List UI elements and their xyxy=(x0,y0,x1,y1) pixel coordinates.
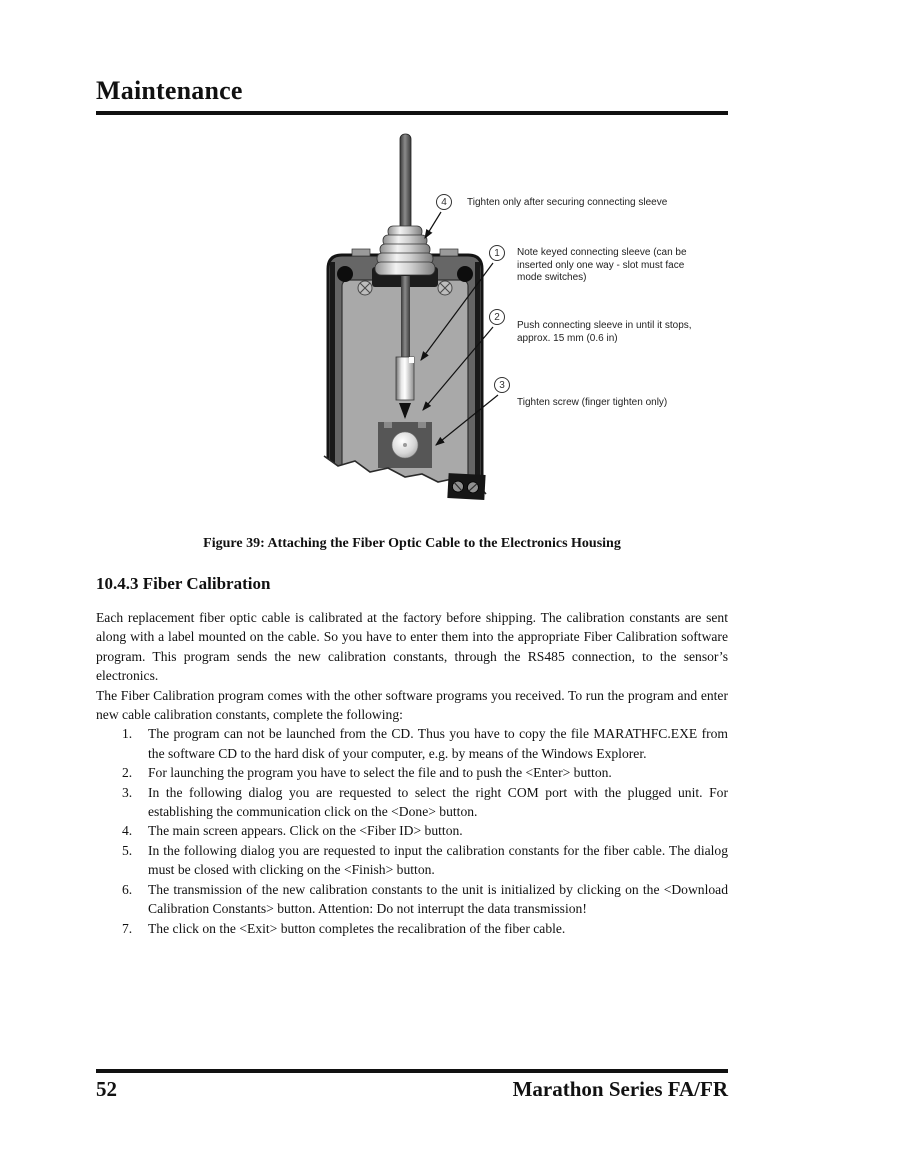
paragraph-calibration-intro: Each replacement fiber optic cable is calibrated at the factory before shipping. The calibration constants are sent along with a label mounted on the cable. So you have to enter them into the appropriate Fiber Calibration software program. This program sends the new calibration constants, through the RS485 connection, to the sensor’s electronics. xyxy=(96,610,728,684)
step-number: 2. xyxy=(122,765,133,781)
step-item xyxy=(96,763,728,782)
panel-screw-right xyxy=(438,281,452,295)
terminal-block xyxy=(447,473,485,500)
figure-caption: Figure 39: Attaching the Fiber Optic Cable to the Electronics Housing xyxy=(203,536,621,551)
figure-diagram xyxy=(300,130,780,510)
step-item xyxy=(96,880,728,919)
step-number: 5. xyxy=(122,842,133,858)
step-item xyxy=(96,841,728,880)
panel-screw-left xyxy=(358,281,372,295)
step-text: The transmission of the new calibration constants to the unit is initialized by clicking on the <Download Calibration Constants> button. Attention: Do not interrupt the data transmission! xyxy=(148,881,728,917)
callout-label-3: Tighten screw (finger tighten only) xyxy=(517,397,668,408)
section-body xyxy=(96,608,728,938)
fiber-cable xyxy=(400,134,411,234)
step-text: In the following dialog you are requested to select the right COM port with the plugged unit. For establishing the communication click on the <Done> button. xyxy=(148,784,728,820)
callout-label-2: Push connecting sleeve in until it stops, approx. 15 mm (0.6 in) xyxy=(517,320,692,344)
step-number: 1. xyxy=(122,726,133,742)
step-item xyxy=(96,724,728,763)
callout-marker-4: 4 xyxy=(436,194,452,210)
step-item xyxy=(96,919,728,938)
chapter-title: Maintenance xyxy=(96,76,728,115)
corner-hole-right xyxy=(457,266,473,282)
step-number: 4. xyxy=(122,823,133,839)
callout-label-4: Tighten only after securing connecting sleeve xyxy=(467,197,668,208)
callout-marker-1: 1 xyxy=(489,245,505,261)
callout-marker-2: 2 xyxy=(489,309,505,325)
step-item xyxy=(96,821,728,840)
step-text: The program can not be launched from the CD. Thus you have to copy the file MARATHFC.EXE from the software CD to the hard disk of your computer, e.g. by means of the Windows Explorer. xyxy=(148,726,728,761)
section-heading: 10.4.3 Fiber Calibration xyxy=(96,574,271,593)
step-text: For launching the program you have to select the file and to push the <Enter> button. xyxy=(148,765,612,781)
step-number: 3. xyxy=(122,784,133,800)
callout-marker-3: 3 xyxy=(494,377,510,393)
cable-gland xyxy=(375,226,435,275)
footer-doc-title: Marathon Series FA/FR xyxy=(512,1077,728,1101)
receptacle xyxy=(378,422,432,468)
step-number: 7. xyxy=(122,920,133,936)
callout-label-1: Note keyed connecting sleeve (can be inserted only one way - slot must face mode switches) xyxy=(517,247,687,283)
connecting-sleeve xyxy=(396,357,414,400)
step-item xyxy=(96,783,728,822)
step-text: The main screen appears. Click on the <Fiber ID> button. xyxy=(148,823,463,839)
step-text: In the following dialog you are requested to input the calibration constants for the fiber cable. The dialog must be closed with clicking on the <Finish> button. xyxy=(148,842,728,878)
corner-hole-left xyxy=(337,266,353,282)
paragraph-program-intro: The Fiber Calibration program comes with the other software programs you received. To run the program and enter new cable calibration constants, complete the following: xyxy=(96,687,728,723)
footer-rule xyxy=(96,1069,728,1073)
procedure-steps xyxy=(96,724,728,937)
step-text: The click on the <Exit> button completes the recalibration of the fiber cable. xyxy=(148,920,566,936)
footer-page-number: 52 xyxy=(96,1077,117,1101)
step-number: 6. xyxy=(122,881,133,897)
